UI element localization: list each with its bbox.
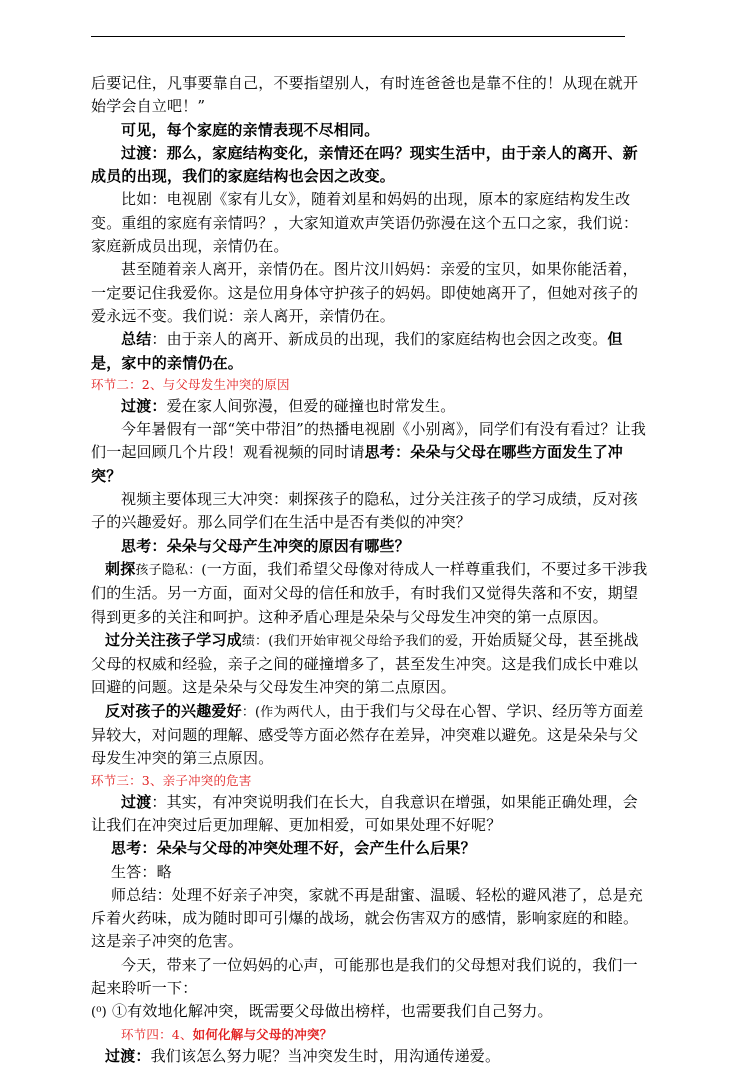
paragraph-summary	[91, 328, 651, 375]
paragraph-key-point	[91, 1000, 651, 1024]
paragraph-mother-voice: 今天，带来了一位妈妈的心声，可能那也是我们的父母想对我们说的，我们一起来聆听一下：	[91, 955, 638, 997]
section-heading-2: 环节二：2、与父母发生冲突的原因	[91, 376, 290, 392]
paragraph-student-answer: 生答：略	[111, 862, 172, 881]
reason-2-label: 过分关注孩子学习成	[105, 630, 242, 649]
tv-drama-text: 今年暑假有一部“笑中带泪”的热播电视剧《小别离》，同学们有没有看过？让我们一起回顾几个片段！观看视频的同时请	[91, 420, 647, 462]
paragraph-transition-3	[91, 791, 651, 838]
paragraph-tv-drama	[91, 418, 651, 488]
reason-1-label: 刺探	[105, 559, 136, 578]
reason-3-sub: ：(作为两代人，	[241, 704, 340, 720]
paragraph-transition-4	[91, 1045, 651, 1068]
paragraph-reason-2	[91, 629, 651, 700]
reason-3-text: 由于我们与父母在心智、学识、经历等方面差异较大，对问题的理解、感受等方面必然存在差异，冲突难以避免。这是朵朵与父母发生冲突的第三点原因。	[91, 701, 644, 768]
paragraph-transition-1: 过渡：那么，家庭结构变化，亲情还在吗？现实生活中，由于亲人的离开、新成员的出现，我们的家庭结构也会因之改变。	[91, 143, 638, 186]
paragraph-conclusion: 可见，每个家庭的亲情表现不尽相同。	[121, 120, 380, 139]
section-4-prefix: 环节四：4、	[121, 1026, 193, 1042]
document-body	[91, 72, 651, 1068]
reason-3-label: 反对孩子的兴趣爱好	[105, 701, 242, 720]
paragraph-transition-2	[91, 395, 651, 418]
transition-3-text: ：其实，有冲突说明我们在长大，自我意识在增强，如果能正确处理，会让我们在冲突过后更加理解、更加相爱，可如果处理不好呢？	[91, 792, 638, 834]
transition-label: 过渡：	[121, 396, 167, 415]
section-heading-4	[91, 1025, 651, 1045]
think-question-2: 思考：朵朵与父母产生冲突的原因有哪些？	[121, 536, 410, 555]
audio-icon[interactable]: (⁰)	[91, 1005, 107, 1021]
paragraph-example-tv: 比如：电视剧《家有儿女》，随着刘星和妈妈的出现，原本的家庭结构发生改变。重组的家庭有亲情吗？，大家知道欢声笑语仍弥漫在这个五口之家，我们说：家庭新成员出现，亲情仍在。	[91, 190, 639, 256]
reason-2-sub: 绩：(我们开始审视父母给予我们的爱，	[241, 633, 472, 649]
paragraph-reason-1	[91, 558, 651, 629]
paragraph-teacher-summary: 师总结：处理不好亲子冲突，家就不再是甜蜜、温暖、轻松的避风港了，总是充斥着火药味，成为随时即可引爆的战场，就会伤害双方的感情，影响家庭的和睦。这是亲子冲突的危害。	[91, 885, 644, 951]
paragraph-quote-end: 后要记住，凡事要靠自己，不要指望别人，有时连爸爸也是靠不住的！从现在就开始学会自立吧！”	[91, 74, 639, 116]
paragraph-three-conflicts: 视频主要体现三大冲突：刺探孩子的隐私，过分关注孩子的学习成绩，反对孩子的兴趣爱好。那么同学们在生活中是否有类似的冲突？	[91, 490, 638, 532]
summary-label: 总结	[121, 330, 152, 349]
header-rule	[91, 36, 625, 37]
key-point-text: ①有效地化解冲突，既需要父母做出榜样，也需要我们自己努力。	[111, 1002, 553, 1021]
summary-text: ：由于亲人的离开、新成员的出现，我们的家庭结构也会因之改变。	[151, 330, 608, 349]
section-4-title: 如何化解与父母的冲突？	[192, 1026, 333, 1042]
paragraph-reason-3	[91, 700, 651, 771]
section-heading-3: 环节三：3、亲子冲突的危害	[91, 772, 252, 788]
reason-1-sub: 孩子隐私：(	[135, 562, 207, 578]
reason-2-text: 开始质疑父母，甚至挑战父母的权威和经验，亲子之间的碰撞增多了，甚至发生冲突。这是我们成长中难以回避的问题。这是朵朵与父母发生冲突的第二点原因。	[91, 630, 639, 697]
transition-3-label: 过渡	[121, 792, 152, 811]
transition-4-label: 过渡：	[105, 1046, 151, 1065]
think-question-3: 思考：朵朵与父母的冲突处理不好，会产生什么后果？	[111, 839, 476, 858]
paragraph-example-wenchuan: 甚至随着亲人离开，亲情仍在。图片汶川妈妈：亲爱的宝贝，如果你能活着，一定要记住我爱你。这是位用身体守护孩子的妈妈。即使她离开了，但她对孩子的爱永远不变。我们说：亲人离开，亲情仍在。	[91, 260, 639, 325]
reason-1-text: 一方面，我们希望父母像对待成人一样尊重我们，不要过多干涉我们的生活。另一方面，面对父母的信任和放手，有时我们又觉得失落和不安，期望得到更多的关注和呵护。这种矛盾心理是朵朵与父母发生冲突的第一点原因。	[91, 559, 648, 626]
summary-emphasis: 但是，家中的亲情仍在。	[91, 330, 623, 372]
think-question-1: 思考：朵朵与父母在哪些方面发生了冲突？	[91, 443, 624, 485]
transition-text: 爱在家人间弥漫，但爱的碰撞也时常发生。	[166, 396, 456, 415]
transition-4-text: 我们该怎么努力呢？当冲突发生时，用沟通传递爱。	[150, 1046, 501, 1065]
